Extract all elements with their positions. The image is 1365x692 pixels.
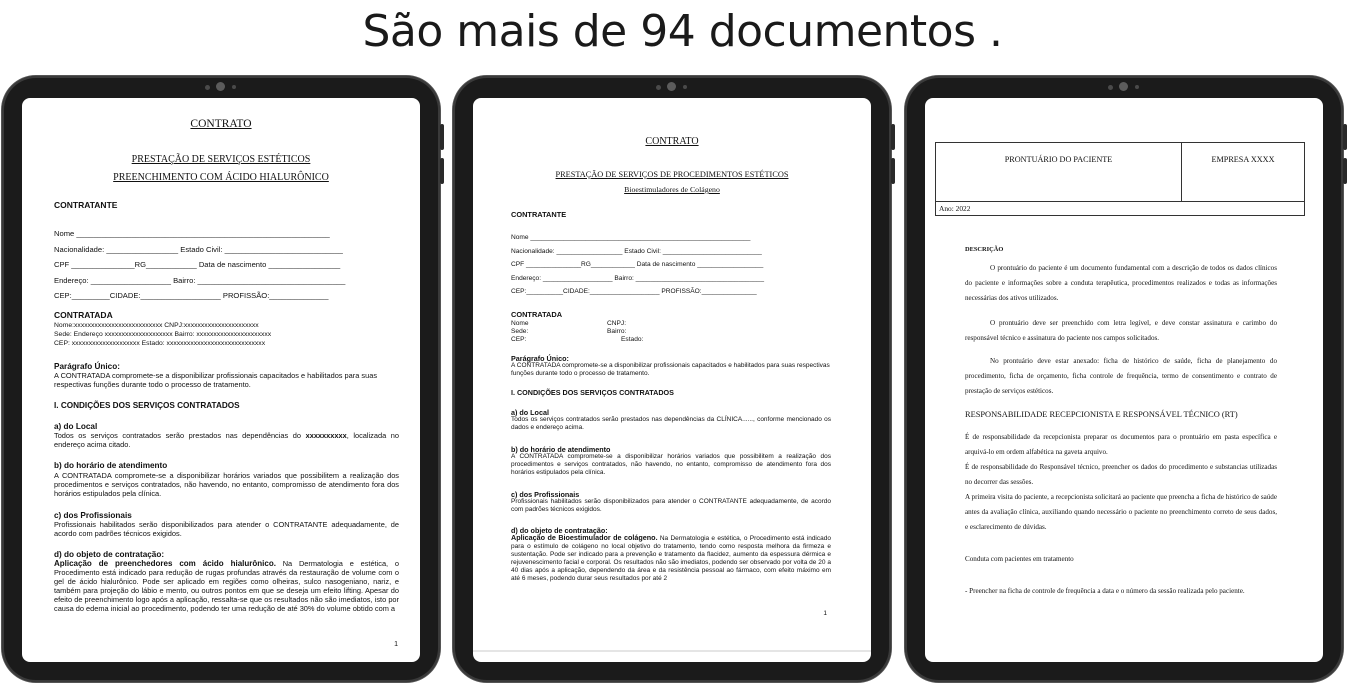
form-line: CPF _______________RG____________ Data de nascimento __________________ [511, 261, 764, 268]
document-screen [925, 98, 1323, 662]
divider [936, 201, 1304, 202]
headline: São mais de 94 documentos . [362, 6, 1003, 57]
form-line: Nacionalidade: _________________ Estado Civil: ____________________________ [54, 244, 343, 254]
clause-text-bold: xxxxxxxxxx [305, 431, 347, 440]
clause-title: c) dos Profissionais [511, 490, 580, 499]
clause-title: c) dos Profissionais [54, 511, 132, 520]
paragraph: No prontuário deve estar anexado: ficha de histórico de saúde, ficha de planejamento do procedimento, ficha de orçamento, ficha controle de frequência, termo de consentimento e contrato de prestação de serviços estéticos. [965, 357, 1277, 395]
header-cell [936, 143, 1182, 201]
text-line: Nome:xxxxxxxxxxxxxxxxxxxxxxxxxx CNPJ:xxxxxxxxxxxxxxxxxxxxxx [54, 322, 259, 329]
paragraph-title: Parágrafo Único: [511, 354, 569, 363]
form-line: CEP:_________CIDADE:___________________ PROFISSÃO:______________ [54, 291, 329, 300]
clause-text-part: Todos os serviços contratados serão prestados nas dependências do [54, 431, 306, 440]
section-heading: I. CONDIÇÕES DOS SERVIÇOS CONTRATADOS [511, 388, 674, 397]
contratada-labels [607, 320, 643, 344]
clause-text-bold: Aplicação de Bioestimulador de colágeno. [511, 534, 658, 542]
clause-title: b) do horário de atendimento [54, 461, 168, 470]
section-heading: CONTRATANTE [54, 200, 118, 210]
clause-text: A CONTRATADA compromete-se a disponibilizar horários variados que possibilitem a realização dos procedimentos e serviços contratados, não havendo, no entanto, compromisso de atendimento fora dos horários estipulados pela clínica. [511, 453, 831, 476]
record-page [925, 98, 1323, 662]
paragraph-title: Parágrafo Único: [54, 362, 120, 371]
form-line: CPF _______________RG____________ Data de nascimento _________________ [54, 260, 341, 269]
text-line: Sede: Endereço xxxxxxxxxxxxxxxxxxxx Bairro: xxxxxxxxxxxxxxxxxxxxxx [54, 331, 272, 338]
company-name: EMPRESA XXXX [1211, 155, 1275, 164]
year-label: Ano: 2022 [939, 204, 971, 213]
tablet-1 [2, 76, 440, 682]
tablet-3 [905, 76, 1343, 682]
contratada-block [54, 321, 404, 348]
text-line: CEP: xxxxxxxxxxxxxxxxxxxx Estado: xxxxxxxxxxxxxxxxxxxxxxxxxxxxx [54, 340, 266, 347]
side-button [891, 158, 895, 184]
clause-text [54, 559, 399, 635]
tablet-2 [453, 76, 891, 682]
doc-subtitle: PRESTAÇÃO DE SERVIÇOS DE PROCEDIMENTOS ESTÉTICOS [555, 170, 789, 179]
section-heading: Conduta com pacientes em tratamento [965, 555, 1074, 563]
section-heading: CONTRATANTE [511, 210, 567, 219]
clause-text: Todos os serviços contratados serão prestados nas dependências da CLÍNICA......, conforme mencionado os dados e endereço acima. [511, 416, 831, 431]
paragraph: - Preencher na ficha de controle de frequência a data e o número da sessão realizada pelo paciente. [965, 587, 1245, 595]
paragraph-text: A CONTRATADA compromete-se a disponibilizar profissionais capacitados e habilitados para suas respectivas funções durante todo o processo de tratamento. [54, 371, 378, 389]
section-heading: CONTRATADA [54, 310, 113, 320]
paragraph: O prontuário deve ser preenchido com letra legível, e deve constar assinatura e carimbo do responsável técnico e assinatura do paciente nos campos solicitados. [965, 319, 1277, 342]
clause-text-part: Na Dermatologia e estética, o Procedimento está indicado para redução de rugas profundas através da restauração de volume com o gel de ácido hialurônico. Pode ser aplicado em regiões como olheiras, sulco nasogeniano, nariz, e também para projeção do lábio e mento, ou outros pontos em que se deseja um efeito lifting. Apesar do efeito de preenchimento logo após a aplicação, ressalta-se que os resultados não são imediatos, isto por causa do edema inicial ao procedimento, podendo ter uma redução de até 30% do volume obtido com a [54, 559, 399, 613]
clause-text-part: Na Dermatologia e estética, o Procedimento está indicado para o estímulo de colágeno no local objetivo do tratamento, tendo como resposta melhora da firmeza e sustentação. Pode ser indicado para a prevenção e tratamento da flacidez, aumento da espessura dérmica e rejuvenescimento facial e corporal. Os resultados não são imediatos, podendo ser observado por volta de 20 a 40 dias após a aplicação, dependendo da área e da resistência pessoal ao fármaco, com efeito máximo em até 6 meses, podendo durar seus resultados por até 2 [511, 535, 831, 582]
label: Estado: [621, 336, 644, 343]
clause-text: A CONTRATADA compromete-se a disponibilizar horários variados que possibilitem a realização dos procedimentos e serviços contratados, não havendo, no entanto, compromisso de atendimento fora dos horários estipulados pela clínica. [54, 471, 399, 498]
page-break [473, 650, 871, 652]
paragraph: É de responsabilidade do Responsável técnico, preencher os dados do procedimento e substancias utilizadas no decorrer das sessões. [965, 463, 1277, 486]
contratada-labels [511, 320, 529, 344]
clause-text-part: , localizada no endereço acima citado. [54, 431, 400, 449]
label: Bairro: [607, 328, 627, 335]
side-button [1343, 158, 1347, 184]
page-number: 1 [394, 641, 398, 648]
doc-subtitle: Bioestimuladores de Colágeno [624, 185, 720, 194]
form-line: Endereço: ___________________ Bairro: ___________________________________ [511, 274, 764, 282]
side-button [440, 158, 444, 184]
header-title: PRONTUÁRIO DO PACIENTE [1004, 155, 1113, 164]
doc-title: CONTRATO [645, 136, 699, 147]
contract-page [473, 98, 871, 662]
header-cell [1182, 143, 1304, 201]
form-lines [511, 231, 821, 299]
page-number: 1 [823, 610, 827, 617]
clause-title: d) do objeto de contratação: [54, 550, 165, 559]
clause-text: Profissionais habilitados serão disponibilizados para atender o CONTRATANTE adequadamente, de acordo com padrões técnicos exigidos. [54, 520, 399, 538]
form-line: Endereço: ___________________ Bairro: ___________________________________ [54, 275, 346, 285]
document-screen [22, 98, 420, 662]
document-screen [473, 98, 871, 662]
form-line: Nacionalidade: __________________ Estado Civil: ___________________________ [511, 247, 762, 255]
clause-title: d) do objeto de contratação: [511, 526, 608, 535]
paragraph: É de responsabilidade da recepcionista preparar os documentos para o prontuário em pasta específica e arquivá-lo em ordem alfabética na gaveta arquivo. [965, 433, 1277, 456]
camera [1100, 82, 1148, 92]
section-heading: DESCRIÇÃO [965, 246, 1004, 253]
clause-text-bold: Aplicação de preenchedores com ácido hialurônico. [54, 559, 276, 568]
contract-page [22, 98, 420, 662]
doc-subtitle: PREENCHIMENTO COM ÁCIDO HIALURÔNICO [113, 172, 329, 183]
section-heading: RESPONSABILIDADE RECEPCIONISTA E RESPONSÁVEL TÉCNICO (RT) [965, 410, 1238, 419]
label: Sede: [511, 328, 529, 335]
label: CNPJ: [607, 320, 627, 327]
clause-text [511, 534, 831, 608]
side-button [891, 124, 895, 150]
paragraph-text: A CONTRATADA compromete-se a disponibilizar profissionais capacitados e habilitados para suas respectivas funções durante todo o processo de tratamento. [511, 362, 830, 377]
side-button [1343, 124, 1347, 150]
side-button [440, 124, 444, 150]
camera [197, 82, 245, 92]
form-lines [54, 226, 396, 304]
section-heading: I. CONDIÇÕES DOS SERVIÇOS CONTRATADOS [54, 401, 240, 410]
form-line: Nome ____________________________________________________________ [511, 234, 751, 241]
form-line: CEP:__________CIDADE:___________________ PROFISSÃO:_______________ [511, 288, 757, 295]
paragraph: O prontuário do paciente é um documento fundamental com a descrição de todos os dados clínicos do paciente e informações sobre a conduta terapêutica, procedimentos realizados e todas as informações necessárias dos ativos utilizados. [965, 264, 1277, 302]
section-heading: CONTRATADA [511, 310, 563, 319]
clause-text: Profissionais habilitados serão disponibilizados para atender o CONTRATANTE adequadamente, de acordo com padrões técnicos exigidos. [511, 498, 831, 513]
form-line: Nome ____________________________________________________________ [54, 229, 330, 238]
clause-text [54, 431, 399, 449]
clause-title: a) do Local [54, 422, 98, 431]
label: CEP: [511, 336, 527, 343]
paragraph: A primeira visita do paciente, a recepcionista solicitará ao paciente que preencha a ficha de histórico de saúde antes da avaliação clínica, auxiliando quando necessário o paciente no preenchimento correto de seus dados, e esclarecimento de dúvidas. [965, 493, 1277, 531]
doc-subtitle: PRESTAÇÃO DE SERVIÇOS ESTÉTICOS [131, 154, 311, 165]
label: Nome [511, 320, 529, 327]
camera [648, 82, 696, 92]
doc-title: CONTRATO [190, 118, 252, 130]
header-table [935, 142, 1305, 216]
clause-title: a) do Local [511, 408, 549, 417]
clause-title: b) do horário de atendimento [511, 445, 611, 454]
